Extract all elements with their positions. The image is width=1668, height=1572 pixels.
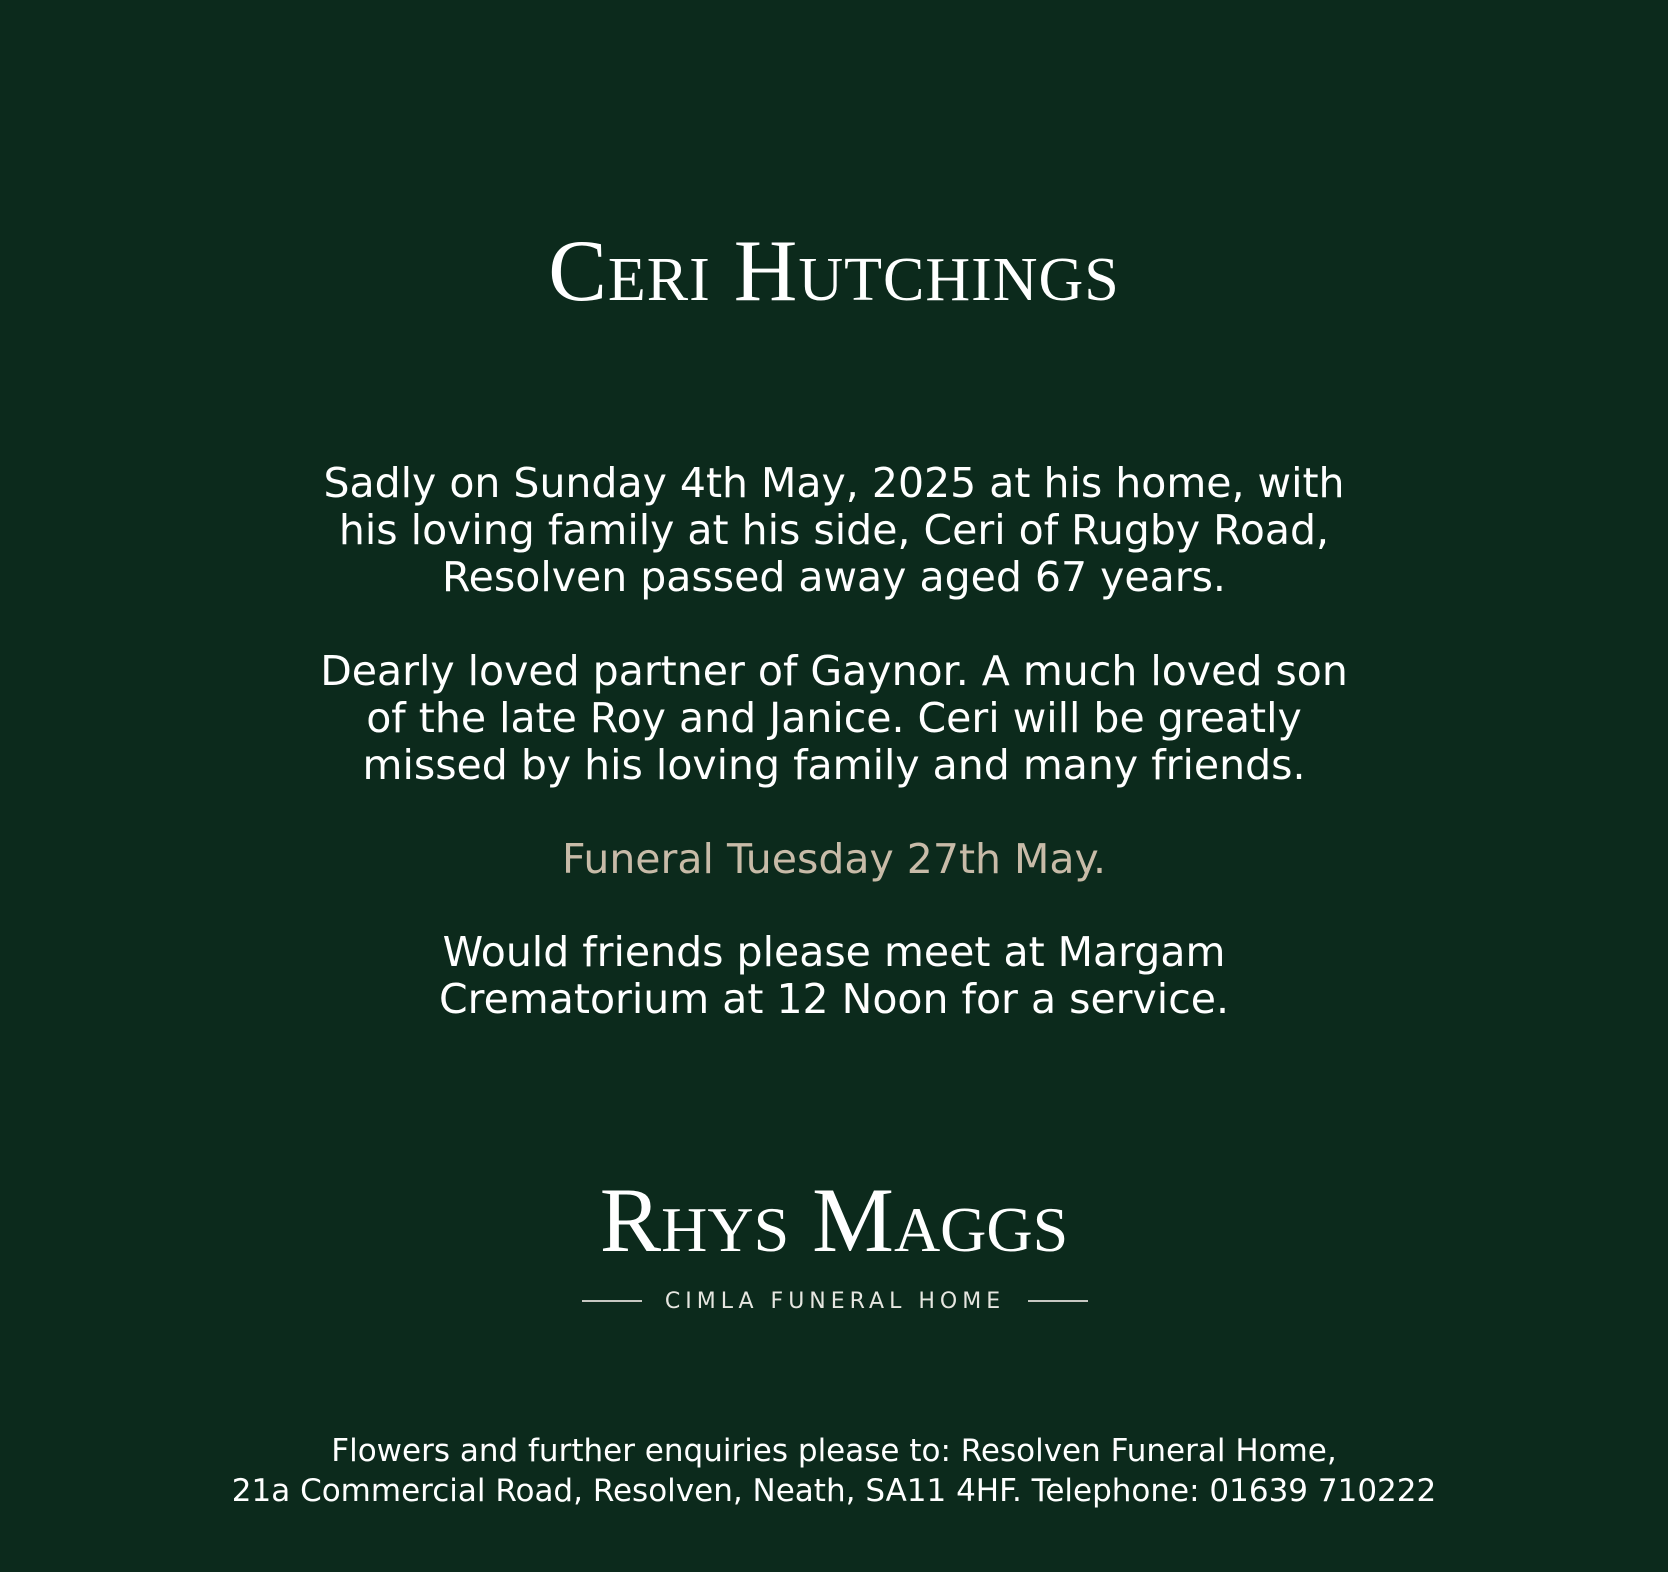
contact-footer [100,1431,1568,1511]
deceased-name: Ceri Hutchings [548,223,1120,320]
text-line: Resolven passed away aged 67 years. [442,553,1226,601]
funeral-date: Funeral Tuesday 27th May. [562,835,1106,883]
divider-left [582,1300,642,1302]
text-line: Sadly on Sunday 4th May, 2025 at his home, with [323,459,1345,507]
text-line: of the late Roy and Janice. Ceri will be greatly [366,694,1302,742]
footer-line: Flowers and further enquiries please to: Resolven Funeral Home, [331,1433,1337,1469]
text-line: Would friends please meet at Margam [442,928,1226,976]
announcement-paragraph [160,460,1508,601]
text-line: Crematorium at 12 Noon for a service. [439,975,1229,1023]
text-line: missed by his loving family and many friends. [362,741,1306,789]
footer-line: 21a Commercial Road, Resolven, Neath, SA11 4HF. Telephone: 01639 710222 [231,1473,1437,1509]
brand-logo: Rhys Maggs [599,1169,1069,1271]
text-line: Dearly loved partner of Gaynor. A much loved son [320,647,1348,695]
text-line: his loving family at his side, Ceri of Rugby Road, [338,506,1330,554]
divider-right [1028,1300,1088,1302]
service-paragraph [160,929,1508,1023]
family-paragraph [160,648,1508,789]
brand-tagline: CIMLA FUNERAL HOME [664,1288,1006,1314]
brand-tagline-row [582,1286,1088,1316]
